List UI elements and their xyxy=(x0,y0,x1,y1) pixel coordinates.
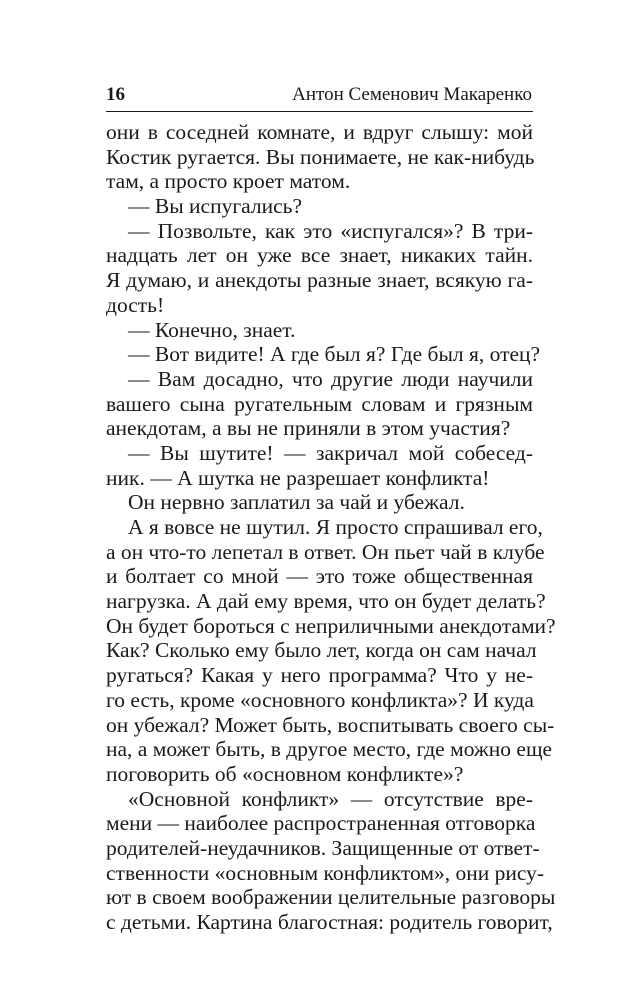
text-line: го есть, кроме «основного конфликта»? И куда xyxy=(106,687,534,712)
text-line: они в соседней комнате, и вдруг слышу: мой xyxy=(106,120,533,144)
text-line: ют в своем воображении целительные разговоры xyxy=(106,885,556,910)
text-line: ругаться? Какая у него программа? Что у не- xyxy=(106,663,533,688)
text-line: анекдотам, а вы не приняли в этом участия? xyxy=(106,416,511,441)
text-line: ник. — А шутка не разрешает конфликта! xyxy=(106,465,490,490)
text-line: — Позвольте, как это «испугался»? В три- xyxy=(128,218,533,243)
running-header xyxy=(106,84,532,106)
text-line: с детьми. Картина благостная: родитель говорит, xyxy=(106,910,553,934)
text-line: — Вы испугались? xyxy=(128,194,303,219)
text-line: — Конечно, знает. xyxy=(128,317,296,342)
text-line: на, а может быть, в другое место, где можно еще xyxy=(106,737,553,762)
text-line: А я вовсе не шутил. Я просто спрашивал его, xyxy=(128,515,543,539)
running-title: Антон Семенович Макаренко xyxy=(292,84,532,105)
text-line: Он будет бороться с неприличными анекдотами? xyxy=(106,613,556,638)
text-line: «Основной конфликт» — отсутствие вре- xyxy=(128,786,533,811)
text-line: Он нервно заплатил за чай и убежал. xyxy=(128,490,465,515)
text-line: он убежал? Может быть, воспитывать своего сы- xyxy=(106,712,555,737)
text-line: мени — наиболее распространенная отговорка xyxy=(106,811,536,836)
text-line: — Вам досадно, что другие люди научили xyxy=(128,366,533,391)
text-line: — Вот видите! А где был я? Где был я, отец? xyxy=(128,342,541,367)
text-line: надцать лет он уже все знает, никаких тайн. xyxy=(106,243,533,268)
header-rule xyxy=(106,111,533,112)
page-number: 16 xyxy=(106,84,125,105)
text-line: ственности «основным конфликтом», они рису- xyxy=(106,860,545,885)
text-line: Я думаю, и анекдоты разные знает, всякую га- xyxy=(106,268,533,293)
text-line: а он что-то лепетал в ответ. Он пьет чай в клубе xyxy=(106,539,545,564)
text-line: — Вы шутите! — закричал мой собесед- xyxy=(128,440,533,465)
text-line: и болтает со мной — это тоже общественная xyxy=(106,564,533,589)
text-line: родителей-неудачников. Защищенные от ответ- xyxy=(106,835,540,860)
text-line: Костик ругается. Вы понимаете, не как-нибудь xyxy=(106,144,535,169)
text-line: нагрузка. А дай ему время, что он будет делать? xyxy=(106,589,546,614)
text-line: Как? Сколько ему было лет, когда он сам начал xyxy=(106,638,537,663)
text-line: там, а просто кроет матом. xyxy=(106,169,351,194)
text-line: дость! xyxy=(106,292,165,317)
text-line: поговорить об «основном конфликте»? xyxy=(106,761,464,786)
body-text xyxy=(106,120,556,935)
text-line: вашего сына ругательным словам и грязным xyxy=(106,391,533,416)
